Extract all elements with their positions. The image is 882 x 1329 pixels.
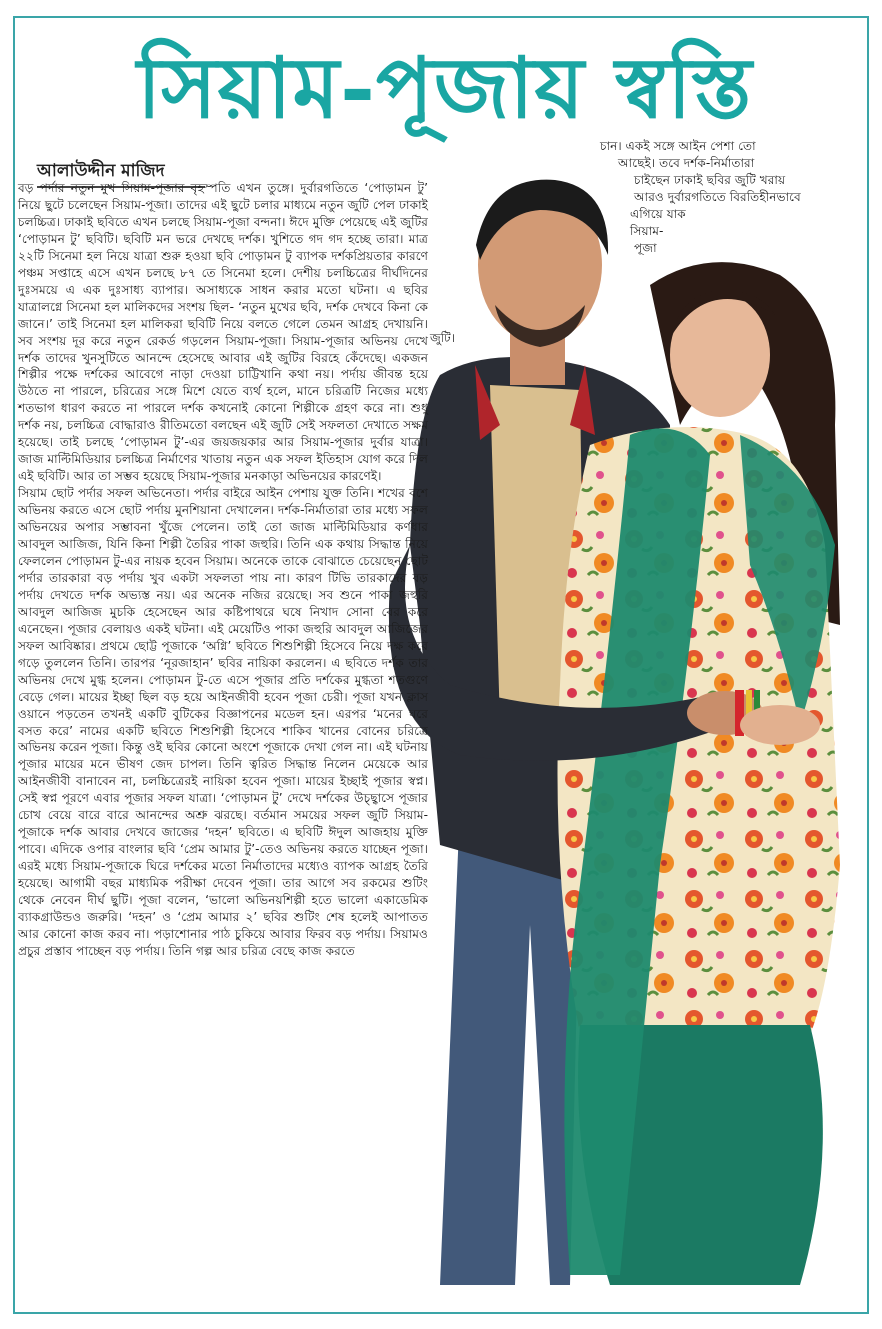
article-body — [18, 180, 428, 960]
continuation-line: আছেই। তবে দর্শক-নির্মাতারা — [618, 156, 755, 170]
continuation-line: চান। একই সঙ্গে আইন পেশা তো — [600, 139, 756, 153]
continuation-line: সিয়াম- — [630, 224, 664, 238]
headline: সিয়াম-পূজায় স্বস্তি — [137, 38, 753, 137]
continuation-line: পূজা — [634, 241, 657, 255]
continuation-line: এগিয়ে যাক — [630, 207, 686, 221]
byline: আলাউদ্দীন মাজিদ — [37, 161, 165, 181]
continuation-text — [600, 138, 830, 257]
continuation-line: চাইছেন ঢাকাই ছবির জুটি খরায় — [634, 173, 786, 187]
continuation-line: আরও দুর্বারগতিতে বিরতিহীনভাবে — [634, 190, 801, 204]
floating-word: জুটি। — [430, 331, 455, 345]
body-paragraph-2: সিয়াম ছোট পর্দার সফল অভিনেতা। পর্দার বাইরে আইন পেশায় যুক্ত তিনি। শখের বশে অভিনয় করতে এসে ছোট পর্দায় মুনশিয়ানা দেখালেন। দর্শক-নির্মাতারা তার মধ্যে সফল অভিনয়ের অপার সম্ভাবনা খুঁজে পেলেন। তাই তো জাজ মাল্টিমিডিয়ার কর্ণধার আবদুল আজিজ, যিনি কিনা শিল্পী তৈরির পাকা জহুরি। তিনি এক কথায় সিদ্ধান্ত নিয়ে ফেললেন পোড়ামন টু-এর নায়ক হবেন সিয়াম। অনেকে তাকে বোঝাতে চেয়েছেন ছোট পর্দার তারকারা বড় পর্দায় খুব একটা সফলতা পায় না। কারণ টিভি তারকাদের বড় পর্দায় দেখতে দর্শক অভ্যস্ত নয়। এর অনেক নজির রয়েছে। সব শুনে পাকা জহুরি আবদুল আজিজ মুচকি হেসেছেন আর কষ্টিপাথরে ঘষে নিখাদ সোনা বের করে এনেছেন। পূজার বেলায়ও একই ঘটনা। এই মেয়েটিও পাকা জহুরি আবদুল আজিজের সফল আবিষ্কার। প্রথমে ছোট্ট পূজাকে ‘অগ্নি’ ছবিতে শিশুশিল্পী হিসেবে নিয়ে দক্ষ করে গড়ে তুললেন তিনি। তারপর ‘নূরজাহান’ ছবির নায়িকা করলেন। এ ছবিতে দর্শক তার অভিনয় দেখে মুগ্ধ হলেন। পোড়ামন টু-তে এসে পূজার প্রতি দর্শকের মুগ্ধতা শতগুণে বেড়ে গেল। মায়ের ইচ্ছা ছিল বড় হয়ে আইনজীবী হবেন পূজা চেরী। পূজা যখন ক্লাস ওয়ানে পড়তেন তখনই একটি বুটিকের বিজ্ঞাপনের মডেল হন। এরপর ‘মনের ঘরে বসত করে’ নামের একটি ছবিতে শিশুশিল্পী হিসেবে শাকিব খানের বোনের চরিত্রে অভিনয় করেন পূজা। কিন্তু ওই ছবির কোনো অংশে পূজাকে দেখা গেল না। এই ঘটনায় পূজার মায়ের মনে ভীষণ জেদ চাপল। তিনি ত্বরিত সিদ্ধান্ত নিলেন মেয়েকে আর আইনজীবী বানাবেন না, চলচ্চিত্রেরই নায়িকা হবেন পূজা। মায়ের ইচ্ছাই পূজার স্বপ্ন। সেই স্বপ্ন পূরণে এবার পূজার সফল যাত্রা। ‘পোড়ামন টু’ দেখে দর্শকের উচ্ছ্বাসে পূজার চোখ বেয়ে বারে বারে আনন্দের অশ্রু ঝরছে। বর্তমান সময়ের সফল জুটি সিয়াম-পূজাকে দর্শক আবার দেখবে জাজের ‘দহন’ ছবিতে। এ ছবিটি ঈদুল আজহায় মুক্তি পাবে। এদিকে ওপার বাংলার ছবি ‘প্রেম আমার টু’-তেও অভিনয় করতে যাচ্ছেন পূজা। এরই মধ্যে সিয়াম-পূজাকে ঘিরে দর্শকের মতো নির্মাতাদের মধ্যেও ব্যাপক আগ্রহ তৈরি হয়েছে। আগামী বছর মাধ্যমিক পরীক্ষা দেবেন পূজা। তার আগে সব রকমের শুটিং থেকে নেবেন দীর্ঘ ছুটি। পূজা বলেন, ‘ভালো অভিনয়শিল্পী হতে ভালো একাডেমিক ব্যাকগ্রাউন্ডও জরুরি। ‘দহন’ ও ‘প্রেম আমার ২’ ছবির শুটিং শেষ হলেই আপাতত আর কোনো কাজ করব না। পড়াশোনার পাঠ চুকিয়ে আবার ফিরব বড় পর্দায়। সিয়ামও প্রচুর প্রস্তাব পাচ্ছেন বড় পর্দায়। তিনি গল্প আর চরিত্র বেছে কাজ করতে — [18, 486, 428, 958]
body-paragraph-1: বড় পর্দার নতুন মুখ সিয়াম-পূজার বৃহস্পতি এখন তুঙ্গে। দুর্বারগতিতে ‘পোড়ামন টু’ নিয়ে ছুটে চলেছেন সিয়াম-পূজা। তাদের এই ছুটে চলার মাধ্যমে নতুন জুটি পেল ঢাকাই চলচ্চিত্র। ঢাকাই ছবিতে এখন চলছে সিয়াম-পূজা বন্দনা। ঈদে মুক্তি পেয়েছে এই জুটির ‘পোড়ামন টু’ ছবিটি। ছবিটি মন ভরে দেখছে দর্শক। খুশিতে গদ গদ হচ্ছে তারা। মাত্র ২২টি সিনেমা হল নিয়ে যাত্রা শুরু হওয়া ছবি পোড়ামন টু ব্যাপক দর্শকপ্রিয়তার কারণে পঞ্চম সপ্তাহে এসে এখন চলছে ৮৭ তে সিনেমা হলে। দেশীয় চলচ্চিত্রের দীর্ঘদিনের দুঃসময়ে এ এক দুঃসাধ্য ব্যাপার। অসাধ্যকে সাধন করার মতো ঘটনা। এ ছবির যাত্রালগ্নে সিনেমা হল মালিকদের সংশয় ছিল- ‘নতুন মুখের ছবি, দর্শক দেখবে কিনা কে জানে।’ তাই সিনেমা হল মালিকরা ছবিটি নিয়ে বলতে গেলে তেমন আগ্রহ দেখায়নি। সব সংশয় দূর করে নতুন রেকর্ড গড়লেন সিয়াম-পূজা। সিয়াম-পূজার অভিনয় দেখে দর্শক তাদের খুনসুটিতে আনন্দে হেসেছে আবার এই জুটির বিরহে কেঁদেছে। একজন শিল্পীর পক্ষে দর্শকের আবেগে নাড়া দেওয়া চাট্টিখানি কথা নয়। পর্দায় জীবন্ত হয়ে উঠতে না পারলে, চরিত্রের সঙ্গে মিশে যেতে ব্যর্থ হলে, মানে চরিত্রটি নিজের মধ্যে শতভাগ ধারণ করতে না পারলে দর্শক কখনোই কোনো শিল্পীকে গ্রহণ করে না। শুধু দর্শক নয়, চলচ্চিত্র বোদ্ধারাও রীতিমতো বলছেন এই জুটি সেই সফলতা দেখাতে সক্ষম হয়েছে। তাই চলছে ‘পোড়ামন টু’-এর জয়জয়কার আর সিয়াম-পূজার দুর্বার যাত্রা। জাজ মাল্টিমিডিয়ার চলচ্চিত্র নির্মাণের খাতায় নতুন এক সফল ইতিহাস যোগ করে দিল এই ছবিটি। আর তা সম্ভব হয়েছে সিয়াম-পূজার মনকাড়া অভিনয়ের কারণেই। — [18, 181, 428, 484]
